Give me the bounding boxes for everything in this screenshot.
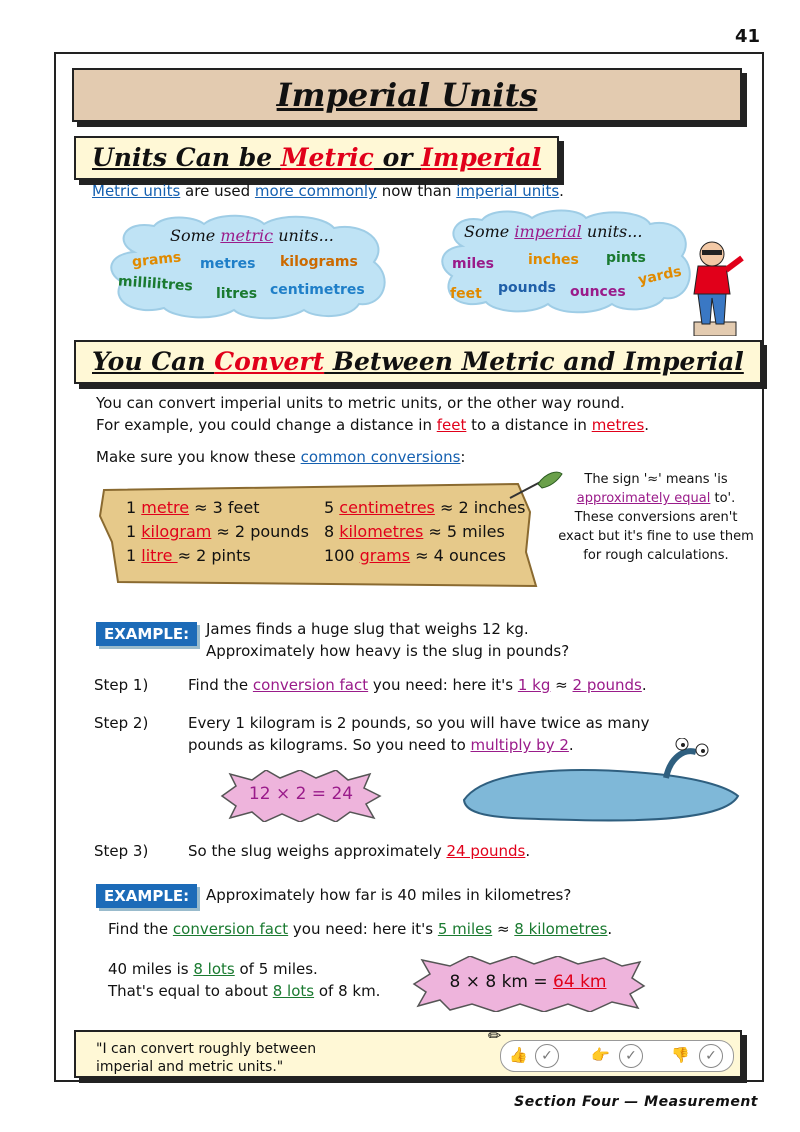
step2-line1: Every 1 kilogram is 2 pounds, so you will have twice as many — [188, 714, 650, 732]
step3-text — [188, 840, 530, 862]
e2l1-5-miles: 5 miles — [437, 920, 493, 938]
word-centimetres: centimetres — [270, 282, 365, 298]
step1-text — [188, 674, 647, 696]
heading2-c: Between Metric and Imperial — [324, 347, 744, 376]
para2-a: For example, you could change a distance in — [96, 416, 437, 434]
e2l3-c: of 8 km. — [314, 982, 381, 1000]
e2l1-c: you need: here it's — [288, 920, 438, 938]
word-yards: yards — [636, 263, 684, 289]
thumbs-up-icon: 👍 — [509, 1046, 528, 1064]
para3-c: : — [460, 448, 466, 466]
conv-r1b-rest: ≈ 2 inches — [434, 498, 526, 517]
cartoon-man-illustration — [680, 236, 750, 336]
para1: You can convert imperial units to metric units, or the other way round. — [96, 394, 625, 412]
example1-badge: EXAMPLE: — [96, 622, 197, 646]
heading1-c: or — [373, 143, 422, 172]
s1-a: Find the — [188, 676, 253, 694]
s1-c: you need: here it's — [368, 676, 518, 694]
self-check-quote: "I can convert roughly between imperial and metric units." — [96, 1041, 317, 1075]
conv-r3a-n: 1 — [126, 546, 142, 565]
thumbs-sideways-icon: 👉 — [591, 1046, 610, 1064]
word-inches: inches — [528, 252, 579, 268]
calc-burst-1 — [218, 770, 384, 822]
word-litres: litres — [216, 286, 258, 302]
e2l1-e: ≈ — [492, 920, 515, 938]
word-millilitres: millilitres — [117, 273, 194, 295]
metric-cloud-title-a: Some — [170, 226, 221, 245]
example2-line3 — [108, 980, 380, 1002]
thumbs-down-icon: 👎 — [671, 1046, 690, 1064]
example1-question-line1: James finds a huge slug that weighs 12 kg. — [206, 620, 529, 638]
example2-line2 — [108, 958, 318, 980]
calc2-text — [410, 972, 646, 992]
note-approximately-equal: approximately equal — [576, 491, 711, 506]
word-kilograms: kilograms — [280, 254, 358, 270]
intro-d: now than — [376, 182, 457, 200]
approx-sign-note — [556, 470, 756, 565]
para2-e: . — [644, 416, 650, 434]
para3-common-conversions: common conversions — [300, 448, 461, 466]
e2l2-8-lots: 8 lots — [193, 960, 235, 978]
imperial-cloud-title — [464, 222, 642, 241]
heading1-a: Units Can be — [92, 143, 281, 172]
conv-r1b-n: 5 — [324, 498, 340, 517]
page-title: Imperial Units — [276, 76, 538, 114]
heading-you-can-convert — [74, 340, 762, 384]
s2-c: . — [568, 736, 574, 754]
conv-r1a-rest: ≈ 3 feet — [189, 498, 260, 517]
s1-2pounds: 2 pounds — [572, 676, 642, 694]
word-pints: pints — [606, 250, 646, 266]
s1-e: ≈ — [550, 676, 573, 694]
para2-feet: feet — [436, 416, 467, 434]
calc2-64-km: 64 km — [553, 972, 607, 992]
word-grams: grams — [131, 249, 182, 271]
slug-illustration — [456, 738, 746, 828]
imperial-cloud-title-b: imperial — [514, 222, 582, 241]
rating-checkbox-mid[interactable]: ✓ — [619, 1044, 643, 1068]
step1-label: Step 1) — [94, 676, 149, 694]
page-title-bar — [72, 68, 742, 122]
conv-r2b-unit: kilometres — [339, 522, 424, 541]
confidence-rating — [500, 1040, 734, 1072]
conv-r3a-unit: litre — [141, 546, 178, 565]
word-miles: miles — [452, 256, 495, 272]
conv-r2a-rest: ≈ 2 pounds — [211, 522, 309, 541]
page-number: 41 — [734, 26, 760, 47]
intro-text — [92, 180, 564, 202]
para2-c: to a distance in — [466, 416, 592, 434]
conv-r3b-rest: ≈ 4 ounces — [410, 546, 506, 565]
conversion-centimetres — [324, 498, 525, 517]
para3-a: Make sure you know these — [96, 448, 301, 466]
conv-r3a-rest: ≈ 2 pints — [177, 546, 251, 565]
conv-r1b-unit: centimetres — [339, 498, 435, 517]
conv-r2a-unit: kilogram — [141, 522, 212, 541]
rating-checkbox-high[interactable]: ✓ — [535, 1044, 559, 1068]
para2 — [96, 414, 649, 436]
note-c: to'. These conversions aren't exact but it's fine to use them for rough calculations. — [558, 491, 754, 563]
s1-1kg: 1 kg — [517, 676, 551, 694]
calc-burst-2 — [410, 956, 646, 1012]
self-check-box — [74, 1026, 742, 1078]
step3-label: Step 3) — [94, 842, 149, 860]
word-pounds: pounds — [498, 280, 556, 296]
e2l1-a: Find the — [108, 920, 173, 938]
example2-question: Approximately how far is 40 miles in kilometres? — [206, 886, 572, 904]
conv-r2b-rest: ≈ 5 miles — [423, 522, 505, 541]
conv-r3b-unit: grams — [359, 546, 411, 565]
conv-r2a-n: 1 — [126, 522, 142, 541]
conv-r2b-n: 8 — [324, 522, 340, 541]
heading1-metric: Metric — [280, 143, 374, 172]
heading2-a: You Can — [92, 347, 215, 376]
e2l3-8-lots: 8 lots — [272, 982, 315, 1000]
conversion-grams — [324, 546, 506, 565]
rating-checkbox-low[interactable]: ✓ — [699, 1044, 723, 1068]
example2-line1 — [108, 918, 612, 940]
s2-multiply-by-2: multiply by 2 — [470, 736, 569, 754]
conv-r3b-n: 100 — [324, 546, 360, 565]
word-ounces: ounces — [570, 284, 626, 300]
para2-metres: metres — [591, 416, 645, 434]
s3-24-pounds: 24 pounds — [446, 842, 526, 860]
intro-f: . — [559, 182, 564, 200]
s2-a: pounds as kilograms. So you need to — [188, 736, 471, 754]
imperial-cloud-title-a: Some — [464, 222, 515, 241]
heading1-imperial: Imperial — [421, 143, 542, 172]
conversions-parchment — [98, 482, 538, 590]
s3-a: So the slug weighs approximately — [188, 842, 447, 860]
conv-r1a-n: 1 — [126, 498, 142, 517]
conversion-litre — [126, 546, 251, 565]
step2-label: Step 2) — [94, 714, 149, 732]
conversion-kilogram — [126, 522, 309, 541]
s3-c: . — [525, 842, 531, 860]
imperial-cloud-title-c: units... — [581, 222, 643, 241]
s1-conversion-fact: conversion fact — [252, 676, 369, 694]
note-a: The sign '≈' means 'is — [584, 472, 728, 487]
metric-cloud-title-c: units... — [273, 226, 334, 245]
pencil-icon: ✏ — [488, 1026, 502, 1045]
e2l1-conversion-fact: conversion fact — [172, 920, 289, 938]
calc1-text: 12 × 2 = 24 — [248, 784, 354, 804]
intro-imperial-units: imperial units — [456, 182, 560, 200]
intro-metric-units: Metric units — [92, 182, 181, 200]
conv-r1a-unit: metre — [141, 498, 190, 517]
metric-units-cloud — [104, 212, 394, 322]
s1-g: . — [641, 676, 647, 694]
conversion-kilometres — [324, 522, 505, 541]
heading-metric-or-imperial — [74, 136, 559, 180]
metric-cloud-title-b: metric — [220, 226, 274, 245]
imperial-units-cloud — [436, 208, 692, 314]
word-feet: feet — [450, 286, 482, 302]
metric-cloud-title — [170, 226, 334, 245]
word-metres: metres — [200, 256, 256, 272]
para3 — [96, 446, 465, 468]
intro-more-commonly: more commonly — [254, 182, 377, 200]
e2l2-a: 40 miles is — [108, 960, 194, 978]
e2l1-8-kilometres: 8 kilometres — [514, 920, 608, 938]
heading2-convert: Convert — [214, 347, 325, 376]
e2l1-g: . — [607, 920, 613, 938]
section-footer: Section Four — Measurement — [514, 1094, 758, 1110]
calc2-a: 8 × 8 km = — [449, 972, 554, 992]
conversion-metre — [126, 498, 259, 517]
example2-badge: EXAMPLE: — [96, 884, 197, 908]
example1-question-line2: Approximately how heavy is the slug in pounds? — [206, 642, 570, 660]
e2l3-a: That's equal to about — [108, 982, 273, 1000]
e2l2-c: of 5 miles. — [234, 960, 318, 978]
intro-b: are used — [180, 182, 255, 200]
